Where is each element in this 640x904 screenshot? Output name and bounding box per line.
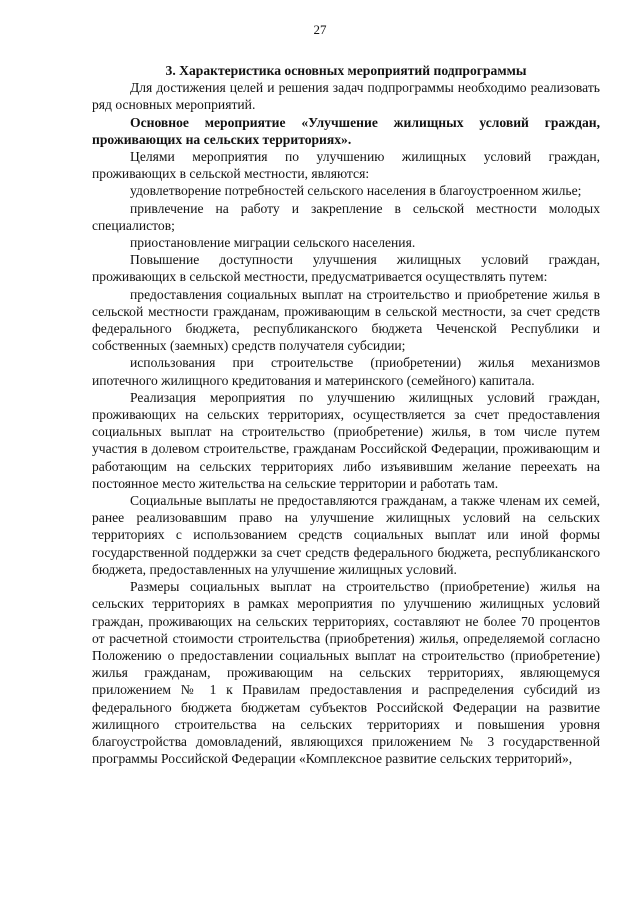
paragraph-accessibility: Повышение доступности улучшения жилищных условий граждан, проживающих в сельской местности, предусматривается осуществлять путем: [92, 252, 600, 285]
paragraph-exclusions: Социальные выплаты не предоставляются гражданам, а также членам их семей, ранее реализовавшим право на улучшение жилищных условий на сельских территориях с использованием средств социальных выплат или иной формы государственной поддержки за счет средств федерального бюджета, республиканского бюджета, предоставленных на улучшение жилищных условий. [92, 493, 600, 577]
paragraph-goal-1: удовлетворение потребностей сельского населения в благоустроенном жилье; [130, 183, 582, 199]
paragraph-main-activity: Основное мероприятие «Улучшение жилищных условий граждан, проживающих на сельских территориях». [92, 114, 600, 147]
document-body [92, 62, 600, 767]
paragraph-means-2: использования при строительстве (приобретении) жилья механизмов ипотечного жилищного кредитования и материнского (семейного) капитала. [92, 355, 600, 388]
page-number: 27 [313, 22, 327, 37]
paragraph-goal-3: приостановление миграции сельского населения. [130, 235, 416, 251]
paragraph-intro: Для достижения целей и решения задач подпрограммы необходимо реализовать ряд основных мероприятий. [92, 80, 600, 113]
paragraph-means-1: предоставления социальных выплат на строительство и приобретение жилья в сельской местности гражданам, проживающим в сельской местности, за счет средств федерального бюджета, республиканского бюджета Чеченской Республики и собственных (заемных) средств получателя субсидии; [92, 286, 600, 354]
paragraph-payment-sizes: Размеры социальных выплат на строительство (приобретение) жилья на сельских территориях в рамках мероприятия по улучшению жилищных условий граждан, проживающих на сельских территориях, составляют не более 70 процентов от расчетной стоимости строительства (приобретения) жилья, определяемой согласно Положению о предоставлении социальных выплат на строительство (приобретение) жилья гражданам, проживающим на сельских территориях, являющемуся приложением № 1 к Правилам предоставления и распределения субсидий из федерального бюджета бюджетам субъектов Российской Федерации на развитие жилищного строительства на сельских территориях и повышения уровня благоустройства домовладений, являющихся приложением № 3 государственной программы Российской Федерации «Комплексное развитие сельских территорий», [92, 579, 600, 767]
paragraph-goals: Целями мероприятия по улучшению жилищных условий граждан, проживающих в сельской местности, являются: [92, 149, 600, 182]
paragraph-goal-2: привлечение на работу и закрепление в сельской местности молодых специалистов; [92, 200, 600, 233]
paragraph-implementation: Реализация мероприятия по улучшению жилищных условий граждан, проживающих на сельских территориях, осуществляется за счет предоставления социальных выплат на строительство (приобретение) жилья, в том числе путем участия в долевом строительстве, гражданам Российской Федерации, проживающим и работающим на сельских территориях либо изъявившим желание переехать на постоянное место жительства на сельские территории и работать там. [92, 389, 600, 491]
section-heading: 3. Характеристика основных мероприятий подпрограммы [165, 63, 527, 78]
